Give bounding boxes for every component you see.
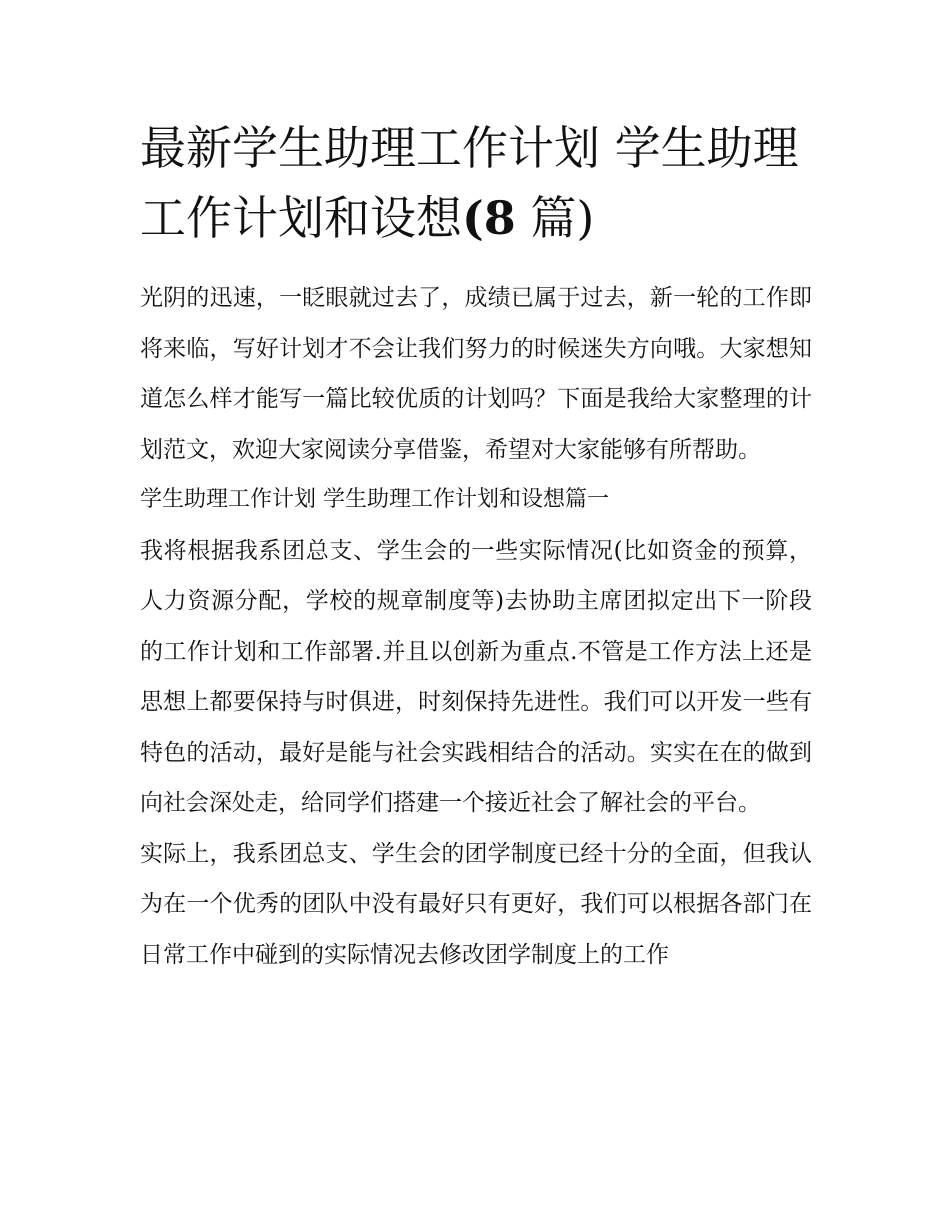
intro-paragraph: 光阴的迅速，一眨眼就过去了，成绩已属于过去，新一轮的工作即将来临，写好计划才不会让我们努力的时候迷失方向哦。大家想知道怎么样才能写一篇比较优质的计划吗？下面是我给大家整理的计划范文，欢迎大家阅读分享借鉴，希望对大家能够有所帮助。: [140, 285, 812, 463]
body-paragraph: 我将根据我系团总支、学生会的一些实际情况(比如资金的预算，人力资源分配，学校的规章制度等)去协助主席团拟定出下一阶段的工作计划和工作部署.并且以创新为重点.不管是工作方法上还是思想上都要保持与时俱进，时刻保持先进性。我们可以开发一些有特色的活动，最好是能与社会实践相结合的活动。实实在在的做到向社会深处走，给同学们搭建一个接近社会了解社会的平台。: [140, 537, 812, 816]
document-title: [140, 113, 812, 253]
body-paragraph: 实际上，我系团总支、学生会的团学制度已经十分的全面，但我认为在一个优秀的团队中没有最好只有更好，我们可以根据各部门在日常工作中碰到的实际情况去修改团学制度上的工作: [140, 840, 812, 968]
title-suffix: 篇): [515, 191, 595, 245]
title-count: (8: [462, 191, 516, 245]
document-body: [140, 273, 812, 980]
title-text: 最新学生助理工作计划 学生助理工作计划和设想: [140, 121, 799, 245]
document-page: [140, 113, 812, 980]
section-heading: 学生助理工作计划 学生助理工作计划和设想篇一: [140, 487, 609, 512]
